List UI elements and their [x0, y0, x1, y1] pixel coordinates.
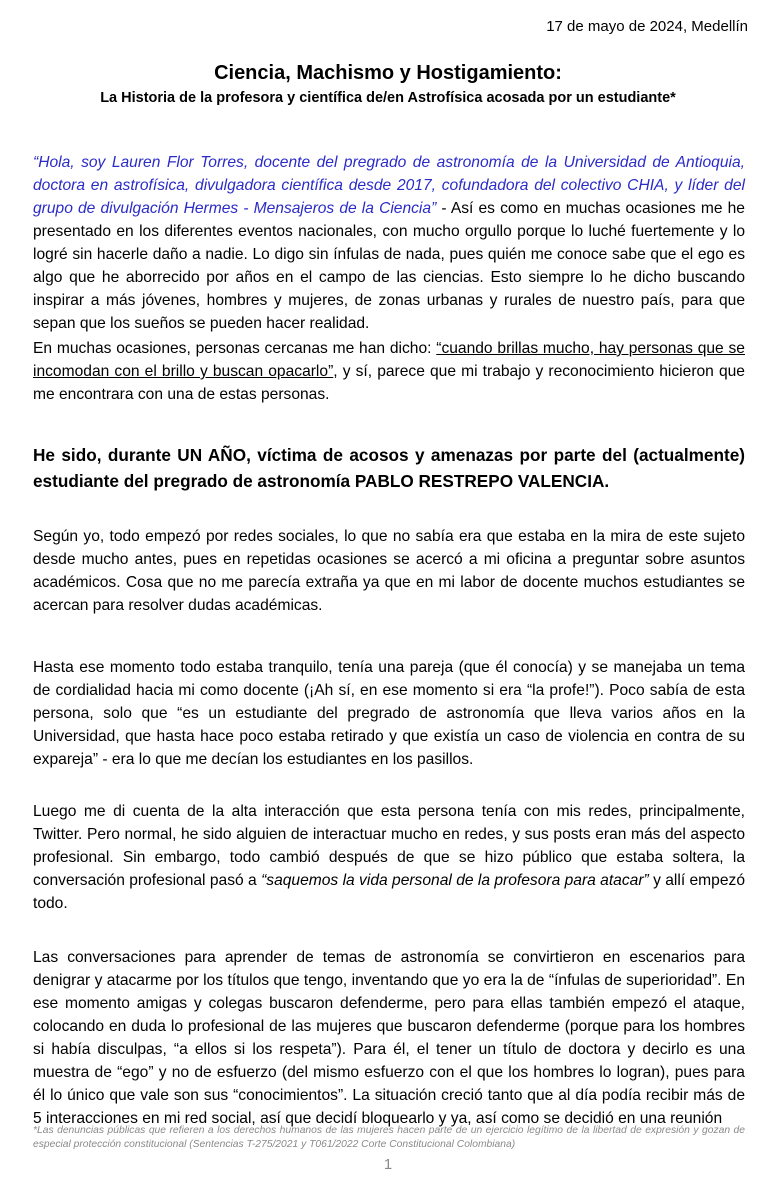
brillo-text-after: , y sí, parece que mi trabajo y reconocimiento hicieron que me encontrara con una de estas personas. — [33, 363, 745, 403]
brillo-underlined-quote: “cuando brillas mucho, hay personas que se incomodan con el brillo y buscan opacarlo” — [33, 340, 745, 380]
twitter-text-after: y allí empezó todo. — [33, 872, 745, 912]
paragraph-twitter — [33, 800, 745, 915]
intro-text: - Así es como en muchas ocasiones me he presentado en los diferentes eventos nacionales, con mucho orgullo porque lo luché fuertemente y lo logré sin hacerle daño a nadie. Lo digo sin ínfulas de nada, pues quién me conoce sabe que el ego es algo que he aborrecido por años en el campo de las ciencias. Esto siempre lo he dicho buscando inspirar a más jóvenes, hombres y mujeres, de zonas urbanas y rurales de nuestro país, para que sepan que los sueños se pueden hacer realidad. — [33, 200, 745, 332]
paragraph-conversaciones: Las conversaciones para aprender de temas de astronomía se convirtieron en escenarios para denigrar y atacarme por los títulos que tengo, inventando que yo era la de “ínfulas de superioridad”. En ese momento amigas y colegas buscaron defenderme, pero para ellas también empezó el ataque, colocando en duda lo profesional de las mujeres que buscaron defenderme (porque para los hombres si había disculpas, “a ellos si los respeta”). Para él, el tener un título de doctora y decirlo es una muestra de “ego” y no de esfuerzo (del mismo esfuerzo con el que los hombres lo logran), pues para él lo único que vale son sus “conocimientos”. La situación creció tanto que al día podía recibir más de 5 interacciones en mi red social, así que decidí bloquearlo y ya, así como se decidió en una reunión — [33, 949, 745, 1127]
paragraph-brillo — [33, 337, 745, 406]
document-date: 17 de mayo de 2024, Medellín — [546, 18, 748, 35]
paragraph-redes: Según yo, todo empezó por redes sociales, lo que no sabía era que estaba en la mira de este sujeto desde mucho antes, pues en repetidas ocasiones se acercó a mi oficina a preguntar sobre asuntos académicos. Cosa que no me parecía extraña ya que en mi labor de docente muchos estudiantes se acercan para resolver dudas académicas. — [33, 528, 745, 614]
twitter-text-before: Luego me di cuenta de la alta interacción que esta persona tenía con mis redes, principalmente, Twitter. Pero normal, he sido alguien de interactuar mucho en redes, y sus posts eran más del aspecto profesional. Sin embargo, todo cambió después de que se hizo público que estaba soltera, la conversación profesional pasó a — [33, 803, 745, 889]
paragraph-tranquilo: Hasta ese momento todo estaba tranquilo, tenía una pareja (que él conocía) y se manejaba un tema de cordialidad hacia mi como docente (¡Ah sí, en ese momento si era “la profe!”). Poco sabía de esta persona, solo que “es un estudiante del pregrado de astronomía que lleva varios años en la Universidad, que hasta hace poco estaba retirado y que existía un caso de violencia en contra de su expareja” - era lo que me decían los estudiantes en los pasillos. — [33, 659, 745, 768]
document-subtitle: La Historia de la profesora y científica de/en Astrofísica acosada por un estudiante* — [100, 90, 676, 106]
twitter-italic-quote: “saquemos la vida personal de la profesora para atacar” — [261, 872, 649, 889]
intro-quote: “Hola, soy Lauren Flor Torres, docente del pregrado de astronomía de la Universidad de Antioquia, doctora en astrofísica, divulgadora científica desde 2017, cofundadora del colectivo CHIA, y líder del grupo de divulgación Hermes - Mensajeros de la Ciencia” — [33, 154, 745, 217]
section-heading: He sido, durante UN AÑO, víctima de acosos y amenazas por parte del (actualmente) estudiante del pregrado de astronomía PABLO RESTREPO VALENCIA. — [33, 445, 745, 491]
paragraph-intro — [33, 151, 745, 335]
document-title: Ciencia, Machismo y Hostigamiento: — [214, 62, 562, 84]
brillo-text-before: En muchas ocasiones, personas cercanas me han dicho: — [33, 340, 437, 357]
footnote: *Las denuncias públicas que refieren a los derechos humanos de las mujeres hacen parte de un ejercicio legítimo de la libertad de expresión y gozan de especial protección constitucional (Sentencias T-275/2021 y T061/2022 Corte Constitucional Colombiana) — [33, 1125, 745, 1150]
page-number: 1 — [383, 1156, 393, 1173]
